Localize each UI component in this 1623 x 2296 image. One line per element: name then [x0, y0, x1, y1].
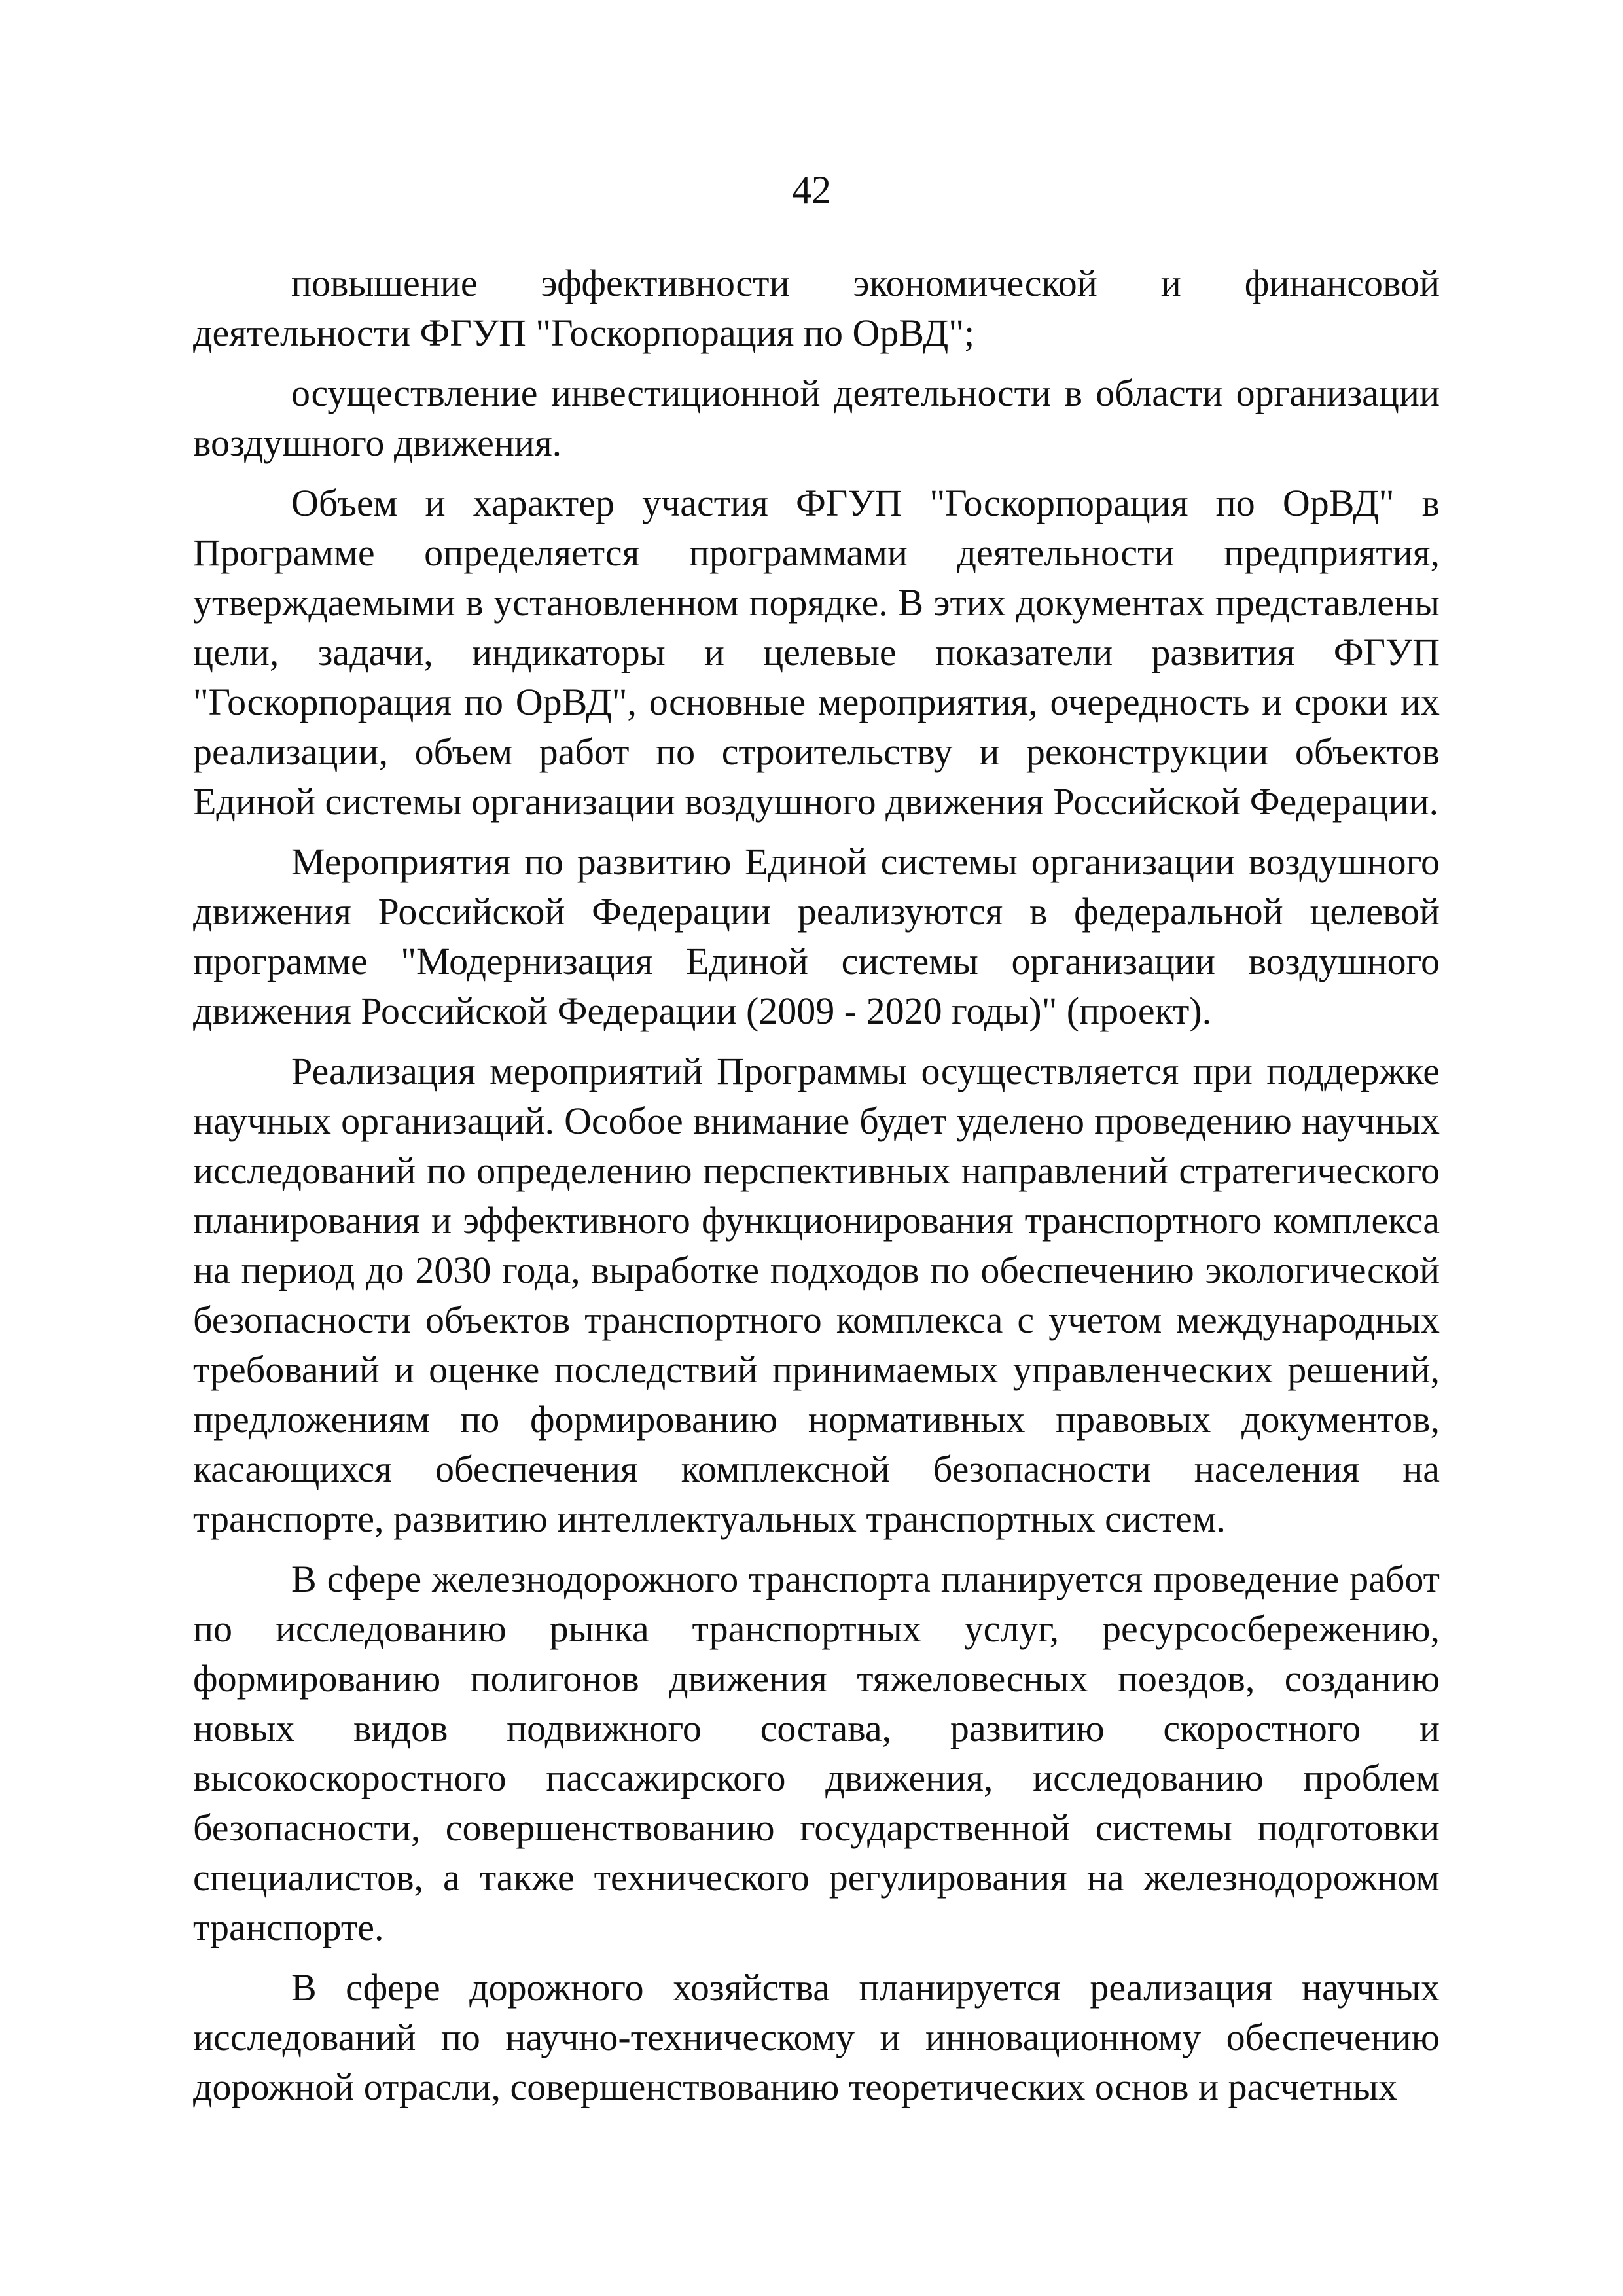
document-body — [193, 259, 1440, 2123]
paragraph-7: В сфере дорожного хозяйства планируется реализация научных исследований по научно-техническому и инновационному обеспечению дорожной отрасли, совершенствованию теоретических основ и расчетных — [193, 1966, 1440, 2108]
paragraph-3: Объем и характер участия ФГУП "Госкорпорация по ОрВД" в Программе определяется программами деятельности предприятия, утверждаемыми в установленном порядке. В этих документах представлены цели, задачи, индикаторы и целевые показатели развития ФГУП "Госкорпорация по ОрВД", основные мероприятия, очередность и сроки их реализации, объем работ по строительству и реконструкции объектов Единой системы организации воздушного движения Российской Федерации. — [193, 482, 1440, 823]
paragraph-2: осуществление инвестиционной деятельности в области организации воздушного движения. — [193, 372, 1440, 464]
paragraph-1: повышение эффективности экономической и финансовой деятельности ФГУП "Госкорпорация по ОрВД"; — [193, 262, 1440, 354]
paragraph-5: Реализация мероприятий Программы осуществляется при поддержке научных организаций. Особое внимание будет уделено проведению научных исследований по определению перспективных направлений стратегического планирования и эффективного функционирования транспортного комплекса на период до 2030 года, выработке подходов по обеспечению экологической безопасности объектов транспортного комплекса с учетом международных требований и оценке последствий принимаемых управленческих решений, предложениям по формированию нормативных правовых документов, касающихся обеспечения комплексной безопасности населения на транспорте, развитию интеллектуальных транспортных систем. — [193, 1050, 1440, 1540]
paragraph-6: В сфере железнодорожного транспорта планируется проведение работ по исследованию рынка транспортных услуг, ресурсосбережению, формированию полигонов движения тяжеловесных поездов, созданию новых видов подвижного состава, развитию скоростного и высокоскоростного пассажирского движения, исследованию проблем безопасности, совершенствованию государственной системы подготовки специалистов, а также технического регулирования на железнодорожном транспорте. — [193, 1558, 1440, 1948]
page-number: 42 — [792, 168, 831, 211]
paragraph-4: Мероприятия по развитию Единой системы организации воздушного движения Российской Федерации реализуются в федеральной целевой программе "Модернизация Единой системы организации воздушного движения Российской Федерации (2009 - 2020 годы)" (проект). — [193, 840, 1440, 1032]
